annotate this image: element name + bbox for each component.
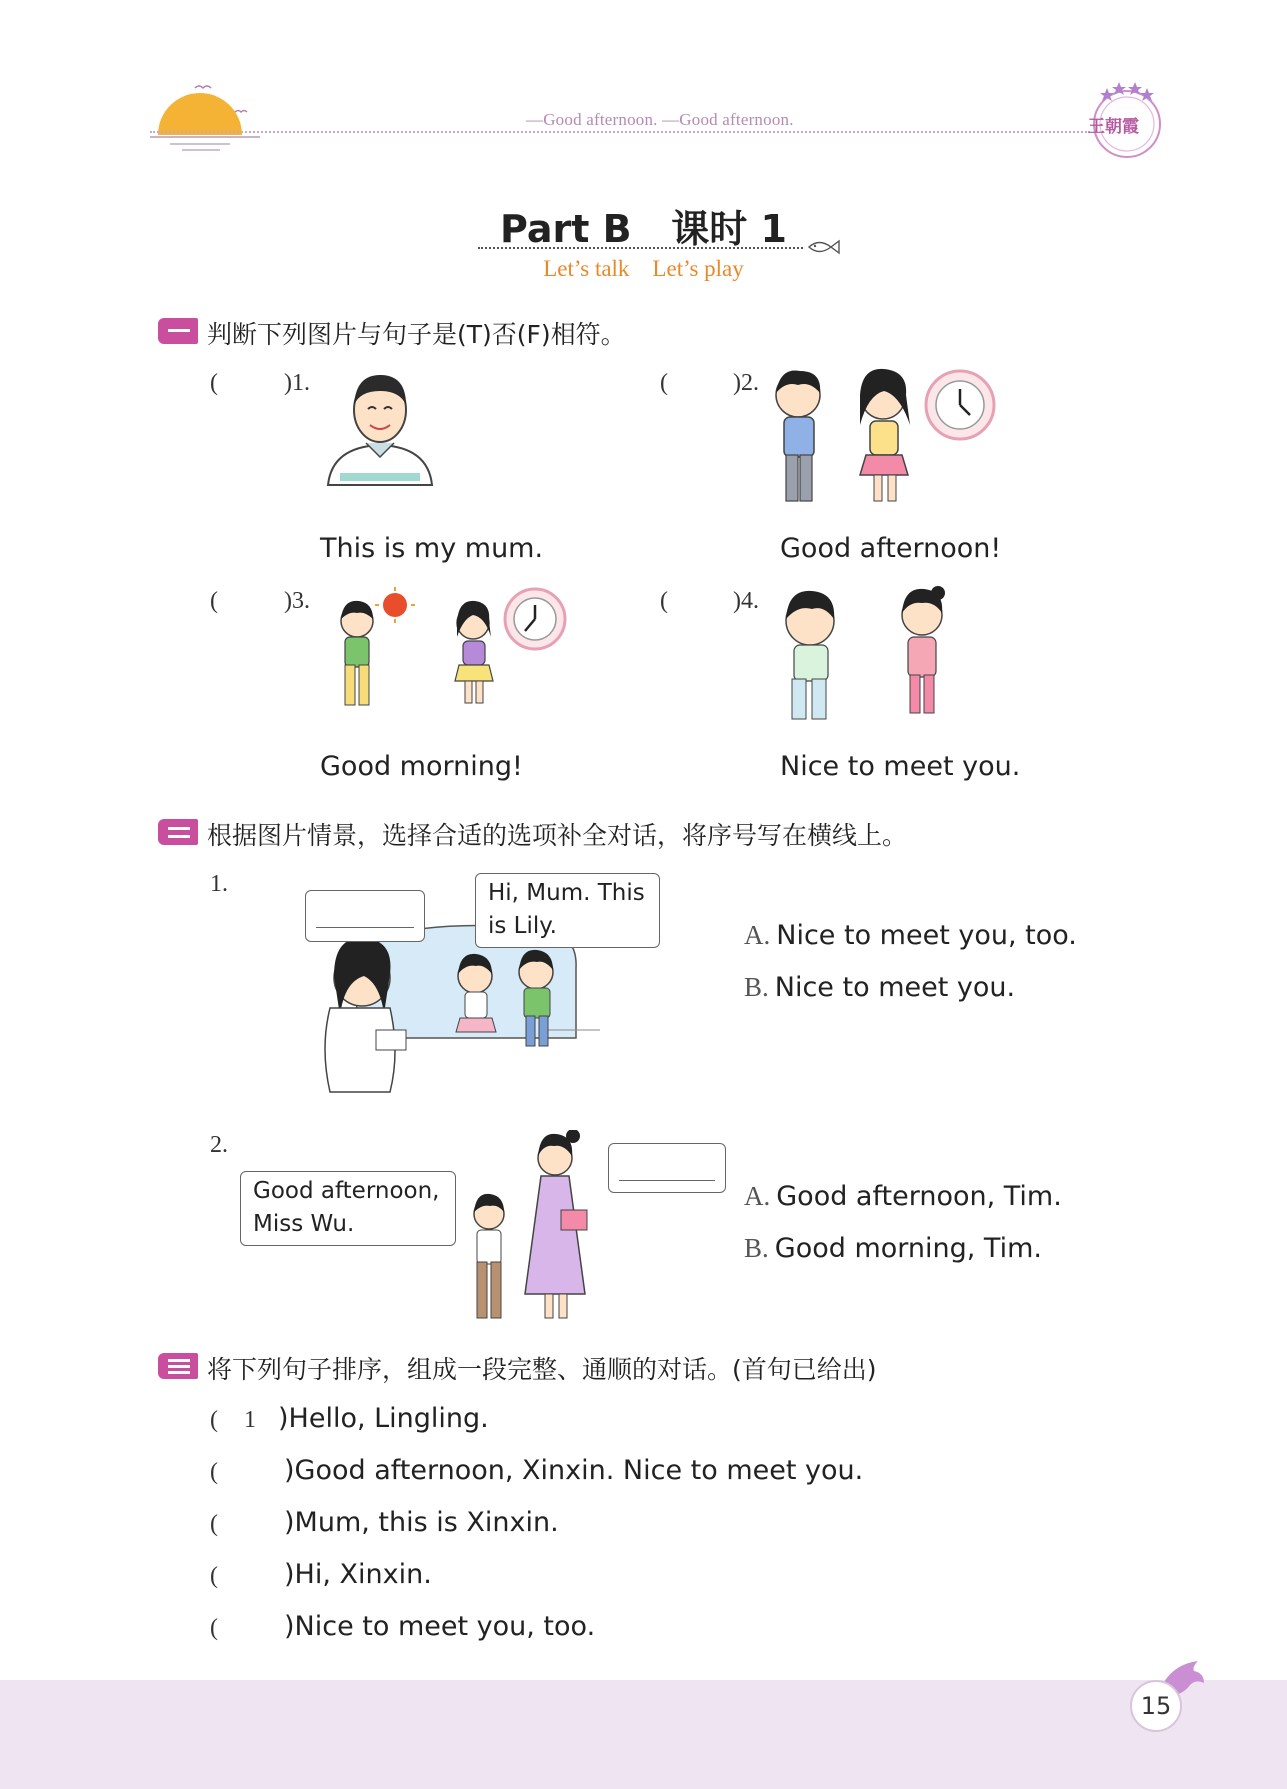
q2-option-a-letter: A.	[744, 1181, 771, 1211]
header-divider	[150, 131, 1090, 133]
order-row-3	[210, 1507, 559, 1538]
section3-instruction: 将下列句子排序，组成一段完整、通顺的对话。(首句已给出)	[207, 1355, 877, 1384]
answer-blank-3[interactable]: (	[210, 588, 218, 614]
q1-option-a[interactable]	[744, 920, 1077, 951]
q2-option-b-letter: B.	[744, 1233, 769, 1263]
father-illustration	[320, 365, 440, 490]
kids-morning-illustration	[325, 585, 575, 720]
q1-option-b-letter: B.	[744, 972, 769, 1002]
q1-option-b-text: Nice to meet you.	[774, 972, 1016, 1003]
section1-badge	[158, 318, 198, 344]
footer-band	[0, 1680, 1287, 1789]
order-row-5	[210, 1611, 595, 1642]
order-text-4: )Hi, Xinxin.	[284, 1559, 432, 1590]
answer-blank-2[interactable]: (	[660, 370, 668, 396]
section2-instruction: 根据图片情景，选择合适的选项补全对话，将序号写在横线上。	[207, 821, 908, 850]
q2-bubble-line2: Miss Wu.	[253, 1211, 355, 1237]
sentence-2: Good afternoon!	[780, 533, 1002, 564]
order-text-5: )Nice to meet you, too.	[284, 1611, 596, 1642]
q2-option-a[interactable]	[744, 1181, 1062, 1212]
q1-speech-bubble	[475, 873, 660, 948]
q2-answer-bubble[interactable]	[608, 1143, 726, 1193]
order-row-4	[210, 1559, 432, 1590]
sunset-icon	[150, 80, 260, 155]
header-dialogue: —Good afternoon. —Good afternoon.	[526, 110, 794, 129]
q1-option-a-letter: A.	[744, 920, 771, 950]
order-answer-5[interactable]: (	[210, 1615, 218, 1641]
order-text-1: )Hello, Lingling.	[278, 1403, 489, 1434]
sentence-3: Good morning!	[320, 751, 523, 782]
header	[0, 0, 1287, 160]
section3-badge	[158, 1353, 198, 1379]
sentence-1: This is my mum.	[320, 533, 544, 564]
order-text-3: )Mum, this is Xinxin.	[284, 1507, 559, 1538]
item-number-1: )1.	[284, 370, 310, 396]
answer-blank-1[interactable]: (	[210, 370, 218, 396]
page-title: Part B 课时 1	[500, 207, 787, 251]
order-answer-1-value: 1	[244, 1407, 256, 1433]
q1-answer-bubble[interactable]	[305, 890, 425, 942]
q1-bubble-line1: Hi, Mum. This	[488, 880, 645, 906]
fish-icon	[805, 236, 845, 258]
logo-text: 王朝霞	[1088, 117, 1139, 137]
order-answer-4[interactable]: (	[210, 1563, 218, 1589]
teacher-student-illustration	[455, 1130, 605, 1330]
q1-option-a-text: Nice to meet you, too.	[776, 920, 1077, 951]
order-answer-2[interactable]: (	[210, 1459, 218, 1485]
q2-bubble-line1: Good afternoon,	[253, 1178, 440, 1204]
section1-instruction: 判断下列图片与句子是(T)否(F)相符。	[207, 320, 626, 349]
order-answer-1[interactable]: ( 1	[210, 1407, 256, 1433]
sentence-4: Nice to meet you.	[780, 751, 1021, 782]
item-number-2: )2.	[733, 370, 759, 396]
q2-option-b[interactable]	[744, 1233, 1042, 1264]
order-row-1	[210, 1403, 489, 1434]
q2-option-b-text: Good morning, Tim.	[774, 1233, 1042, 1264]
item-number-3: )3.	[284, 588, 310, 614]
q1-number: 1.	[210, 871, 228, 897]
item-number-4: )4.	[733, 588, 759, 614]
q2-speech-bubble	[240, 1171, 456, 1246]
page-subtitle: Let’s talk Let’s play	[543, 256, 744, 281]
kids-meeting-illustration	[772, 585, 972, 730]
q2-option-a-text: Good afternoon, Tim.	[776, 1181, 1062, 1212]
q2-number: 2.	[210, 1132, 228, 1158]
page-number: 15	[1130, 1680, 1182, 1732]
section2-badge	[158, 819, 198, 845]
order-answer-3[interactable]: (	[210, 1511, 218, 1537]
title-underline	[478, 247, 803, 249]
kids-afternoon-illustration	[768, 365, 1008, 515]
answer-blank-4[interactable]: (	[660, 588, 668, 614]
order-text-2: )Good afternoon, Xinxin. Nice to meet you.	[284, 1455, 864, 1486]
order-row-2	[210, 1455, 863, 1486]
q1-option-b[interactable]	[744, 972, 1015, 1003]
q1-bubble-line2: is Lily.	[488, 913, 557, 939]
